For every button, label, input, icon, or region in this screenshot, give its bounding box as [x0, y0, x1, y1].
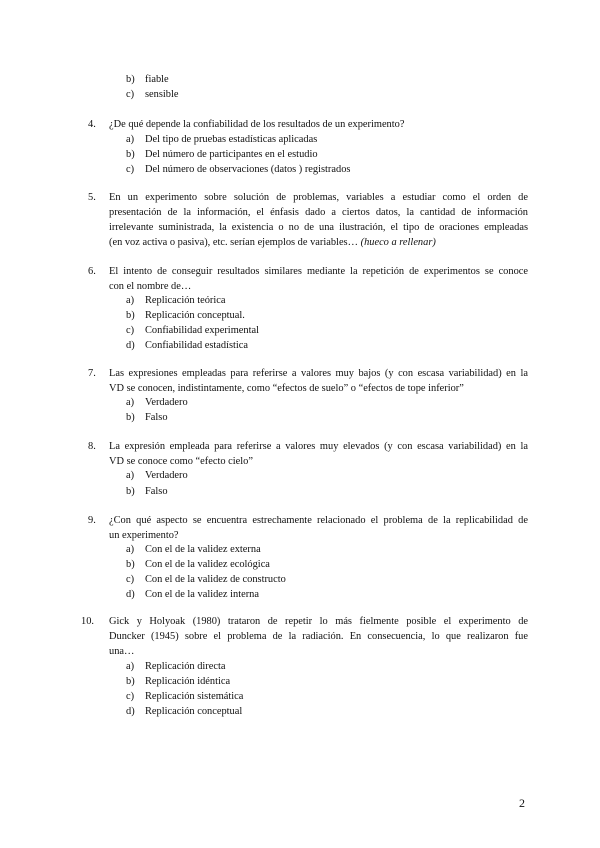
q9-option-a: a) Con el de la validez externa: [126, 544, 261, 555]
q8-option-b: b) Falso: [126, 486, 168, 497]
page-number: 2: [519, 796, 525, 810]
q4-option-a: a) Del tipo de pruebas estadísticas aplicadas: [126, 134, 318, 145]
q7-option-a: a) Verdadero: [126, 397, 188, 408]
q10-option-a: a) Replicación directa: [126, 661, 226, 672]
q4-option-c: c) Del número de observaciones (datos ) registrados: [126, 164, 351, 175]
q6-option-b: b) Replicación conceptual.: [126, 310, 245, 321]
q6-option-d: d) Confiabilidad estadística: [126, 340, 249, 351]
q9-option-b: b) Con el de la validez ecológica: [126, 559, 270, 570]
q8-option-a: a) Verdadero: [126, 470, 188, 481]
fill-in-note: (hueco a rellenar): [360, 237, 436, 248]
q6-option-c: c) Confiabilidad experimental: [126, 325, 259, 336]
option-b: b) fiable: [126, 74, 169, 85]
q4-option-b: b) Del número de participantes en el estudio: [126, 149, 318, 160]
q9-option-c: c) Con el de la validez de constructo: [126, 574, 286, 585]
q7-option-b: b) Falso: [126, 412, 168, 423]
option-c: c) sensible: [126, 89, 179, 100]
q9-option-d: d) Con el de la validez interna: [126, 589, 259, 600]
q10-option-b: b) Replicación idéntica: [126, 676, 231, 687]
q10-option-d: d) Replicación conceptual: [126, 706, 243, 717]
q10-option-c: c) Replicación sistemática: [126, 691, 244, 702]
q6-option-a: a) Replicación teórica: [126, 295, 226, 306]
